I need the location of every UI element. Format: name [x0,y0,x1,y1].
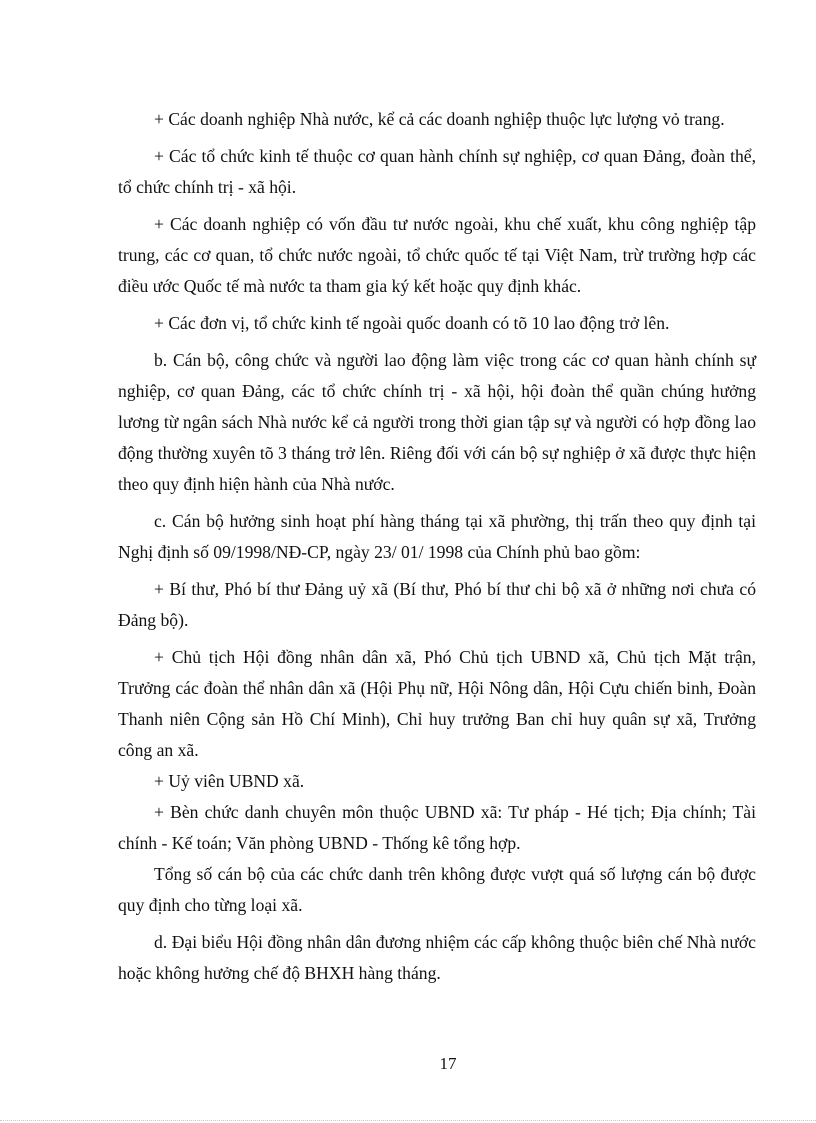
page-bottom-divider [0,1120,816,1121]
paragraph-council-chairman: + Chủ tịch Hội đồng nhân dân xã, Phó Chủ tịch UBND xã, Chủ tịch Mặt trận, Trưởng các đoàn thể nhân dân xã (Hội Phụ nữ, Hội Nông dân, Hội Cựu chiến binh, Đoàn Thanh niên Cộng sản Hồ Chí Minh), Chỉ huy trưởng Ban chỉ huy quân sự xã, Trưởng công an xã. [118,647,756,760]
page-number: 17 [439,1054,457,1073]
document-body [118,104,756,995]
paragraph-non-state-units: + Các đơn vị, tổ chức kinh tế ngoài quốc doanh có tõ 10 lao động trở lên. [154,313,670,333]
paragraph-section-b: b. Cán bộ, công chức và người lao động làm việc trong các cơ quan hành chính sự nghiệp, cơ quan Đảng, các tổ chức chính trị - xã hội, hội đoàn thể quần chúng hưởng lương từ ngân sách Nhà nước kể cả người trong thời gian tập sự và người có hợp đồng lao động thường xuyên tõ 3 tháng trở lên. Riêng đối với cán bộ sự nghiệp ở xã được thực hiện theo quy định hiện hành của Nhà nước. [118,350,756,494]
paragraph-state-enterprises: + Các doanh nghiệp Nhà nước, kể cả các doanh nghiệp thuộc lực lượng vỏ trang. [154,109,725,129]
paragraph-foreign-invested-enterprises: + Các doanh nghiệp có vốn đầu tư nước ngoài, khu chế xuất, khu công nghiệp tập trung, các cơ quan, tổ chức nước ngoài, tổ chức quốc tế tại Việt Nam, trừ trường hợp các điều ước Quốc tế mà nước ta tham gia ký kết hoặc quy định khác. [118,214,756,296]
paragraph-ubnd-member: + Uỷ viên UBND xã. [154,771,305,791]
paragraph-total-staff: Tổng số cán bộ của các chức danh trên không được vượt quá số lượng cán bộ được quy định cho từng loại xã. [118,864,756,915]
paragraph-specialist-titles: + Bèn chức danh chuyên môn thuộc UBND xã: Tư pháp - Hé tịch; Địa chính; Tài chính - Kế toán; Văn phòng UBND - Thống kê tổng hợp. [118,802,756,853]
paragraph-party-secretary: + Bí thư, Phó bí thư Đảng uỷ xã (Bí thư, Phó bí thư chi bộ xã ở những nơi chưa có Đảng bộ). [118,579,756,630]
paragraph-section-d: d. Đại biểu Hội đồng nhân dân đương nhiệm các cấp không thuộc biên chế Nhà nước hoặc không hưởng chế độ BHXH hàng tháng. [118,932,756,983]
paragraph-section-c: c. Cán bộ hưởng sinh hoạt phí hàng tháng tại xã phường, thị trấn theo quy định tại Nghị định số 09/1998/NĐ-CP, ngày 23/ 01/ 1998 của Chính phủ bao gồm: [118,511,756,562]
paragraph-economic-organizations: + Các tổ chức kinh tế thuộc cơ quan hành chính sự nghiệp, cơ quan Đảng, đoàn thể, tổ chức chính trị - xã hội. [118,146,756,197]
